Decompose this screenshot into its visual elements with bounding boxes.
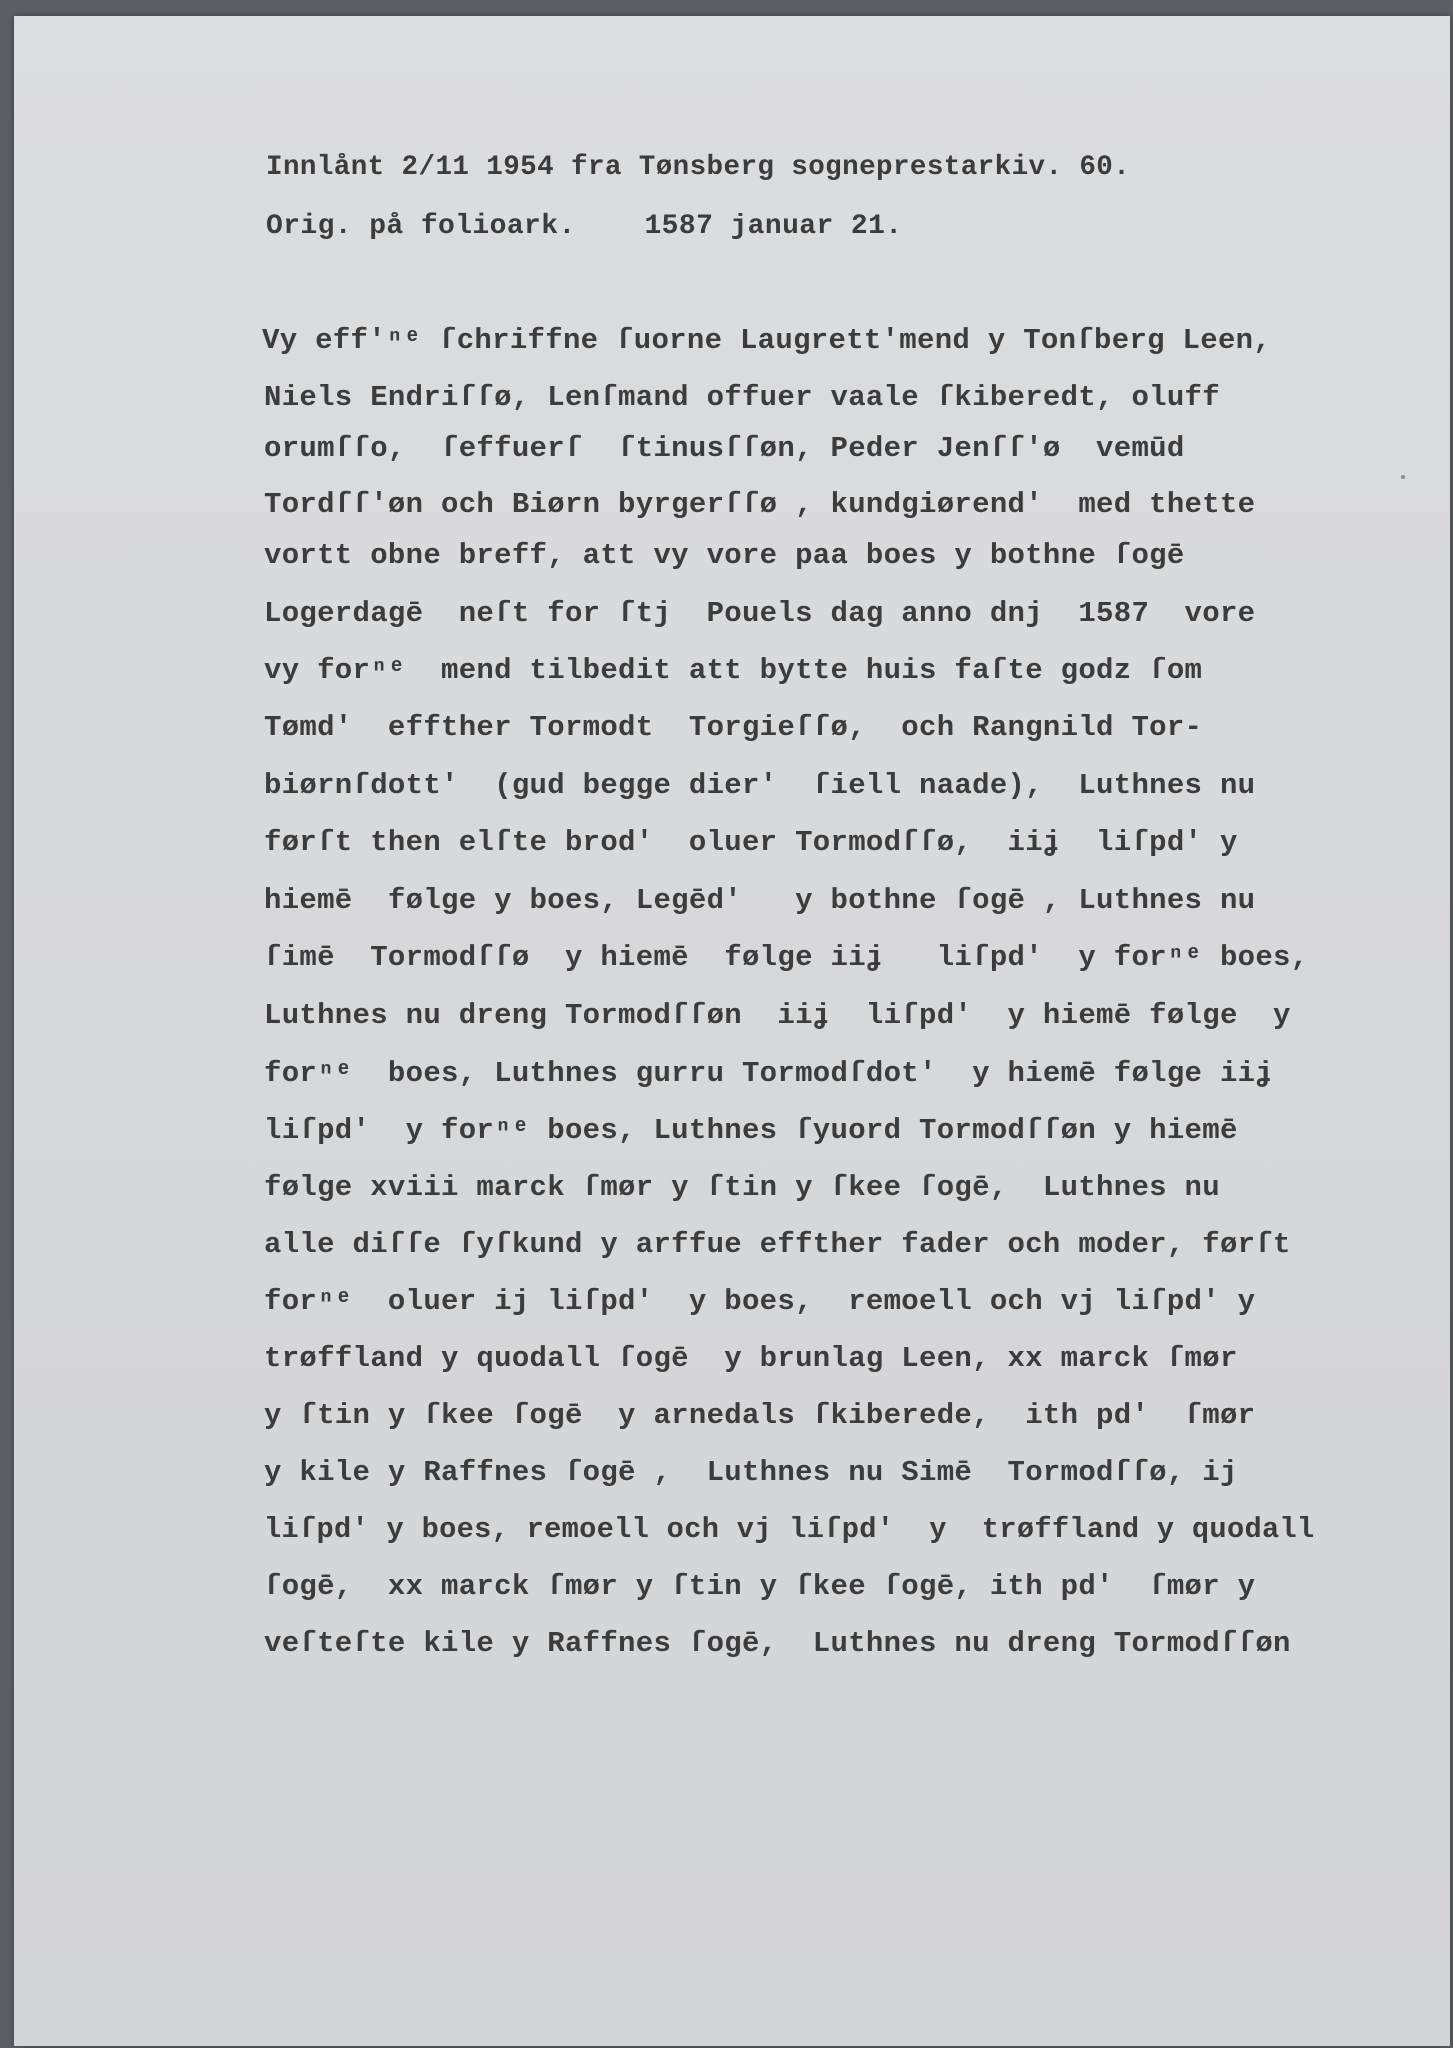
transcript-line-15: liſpd' y forⁿᵉ boes, Luthnes ſyuord Tormodſſøn y hiemē — [264, 1114, 1238, 1147]
transcript-line-5: vortt obne breff, att vy vore paa boes y bothne ſogē — [264, 539, 1185, 572]
transcript-line-12: ſimē Tormodſſø y hiemē følge iiʝ liſpd' y forⁿᵉ boes, — [264, 941, 1309, 974]
transcript-line-21: y kile y Raffnes ſogē , Luthnes nu Simē Tormodſſø, ij — [264, 1456, 1238, 1489]
document-page — [14, 16, 1450, 2046]
transcript-line-24: veſteſte kile y Raffnes ſogē, Luthnes nu dreng Tormodſſøn — [264, 1627, 1291, 1660]
transcript-line-23: ſogē, xx marck ſmør y ſtin y ſkee ſogē, ith pd' ſmør y — [264, 1570, 1256, 1603]
transcript-line-8: Tømd' effther Tormodt Torgieſſø, och Rangnild Tor- — [264, 711, 1203, 744]
transcript-line-13: Luthnes nu dreng Tormodſſøn iiʝ liſpd' y hiemē følge y — [264, 999, 1291, 1032]
transcript-line-10: førſt then elſte brod' oluer Tormodſſø, iiʝ liſpd' y — [264, 826, 1238, 859]
transcript-line-19: trøffland y quodall ſogē y brunlag Leen, xx marck ſmør — [264, 1342, 1238, 1375]
transcript-line-20: y ſtin y ſkee ſogē y arnedals ſkiberede, ith pd' ſmør — [264, 1399, 1256, 1432]
paper-speck — [1401, 475, 1405, 479]
transcript-line-7: vy forⁿᵉ mend tilbedit att bytte huis faſte godz ſom — [264, 654, 1203, 687]
transcript-line-22: liſpd' y boes, remoell och vj liſpd' y trøffland y quodall — [264, 1513, 1315, 1546]
archive-note: Innlånt 2/11 1954 fra Tønsberg sogneprestarkiv. 60. — [266, 152, 1131, 183]
transcript-line-9: biørnſdott' (gud begge dier' ſiell naade), Luthnes nu — [264, 769, 1256, 802]
transcript-line-3: orumſſo, ſeffuerſ ſtinusſſøn, Peder Jenſſ'ø vemūd — [264, 432, 1185, 465]
transcript-line-17: alle diſſe ſyſkund y arffue effther fader och moder, førſt — [264, 1228, 1291, 1261]
transcript-line-14: forⁿᵉ boes, Luthnes gurru Tormodſdot' y hiemē følge iiʝ — [264, 1057, 1274, 1090]
transcript-line-6: Logerdagē neſt for ſtj Pouels dag anno dnj 1587 vore — [264, 597, 1256, 630]
transcript-line-1: Vy eff'ⁿᵉ ſchriffne ſuorne Laugrett'mend y Tonſberg Leen, — [262, 324, 1272, 357]
transcript-line-4: Tordſſ'øn och Biørn byrgerſſø , kundgiørend' med thette — [264, 488, 1256, 521]
transcript-line-16: følge xviii marck ſmør y ſtin y ſkee ſogē, Luthnes nu — [264, 1171, 1220, 1204]
transcript-line-18: forⁿᵉ oluer ij liſpd' y boes, remoell och vj liſpd' y — [264, 1285, 1256, 1318]
transcript-line-2: Niels Endriſſø, Lenſmand offuer vaale ſkiberedt, oluff — [264, 381, 1220, 414]
transcript-line-11: hiemē følge y boes, Legēd' y bothne ſogē , Luthnes nu — [264, 884, 1256, 917]
origin-and-date: Orig. på folioark. 1587 januar 21. — [266, 211, 903, 242]
